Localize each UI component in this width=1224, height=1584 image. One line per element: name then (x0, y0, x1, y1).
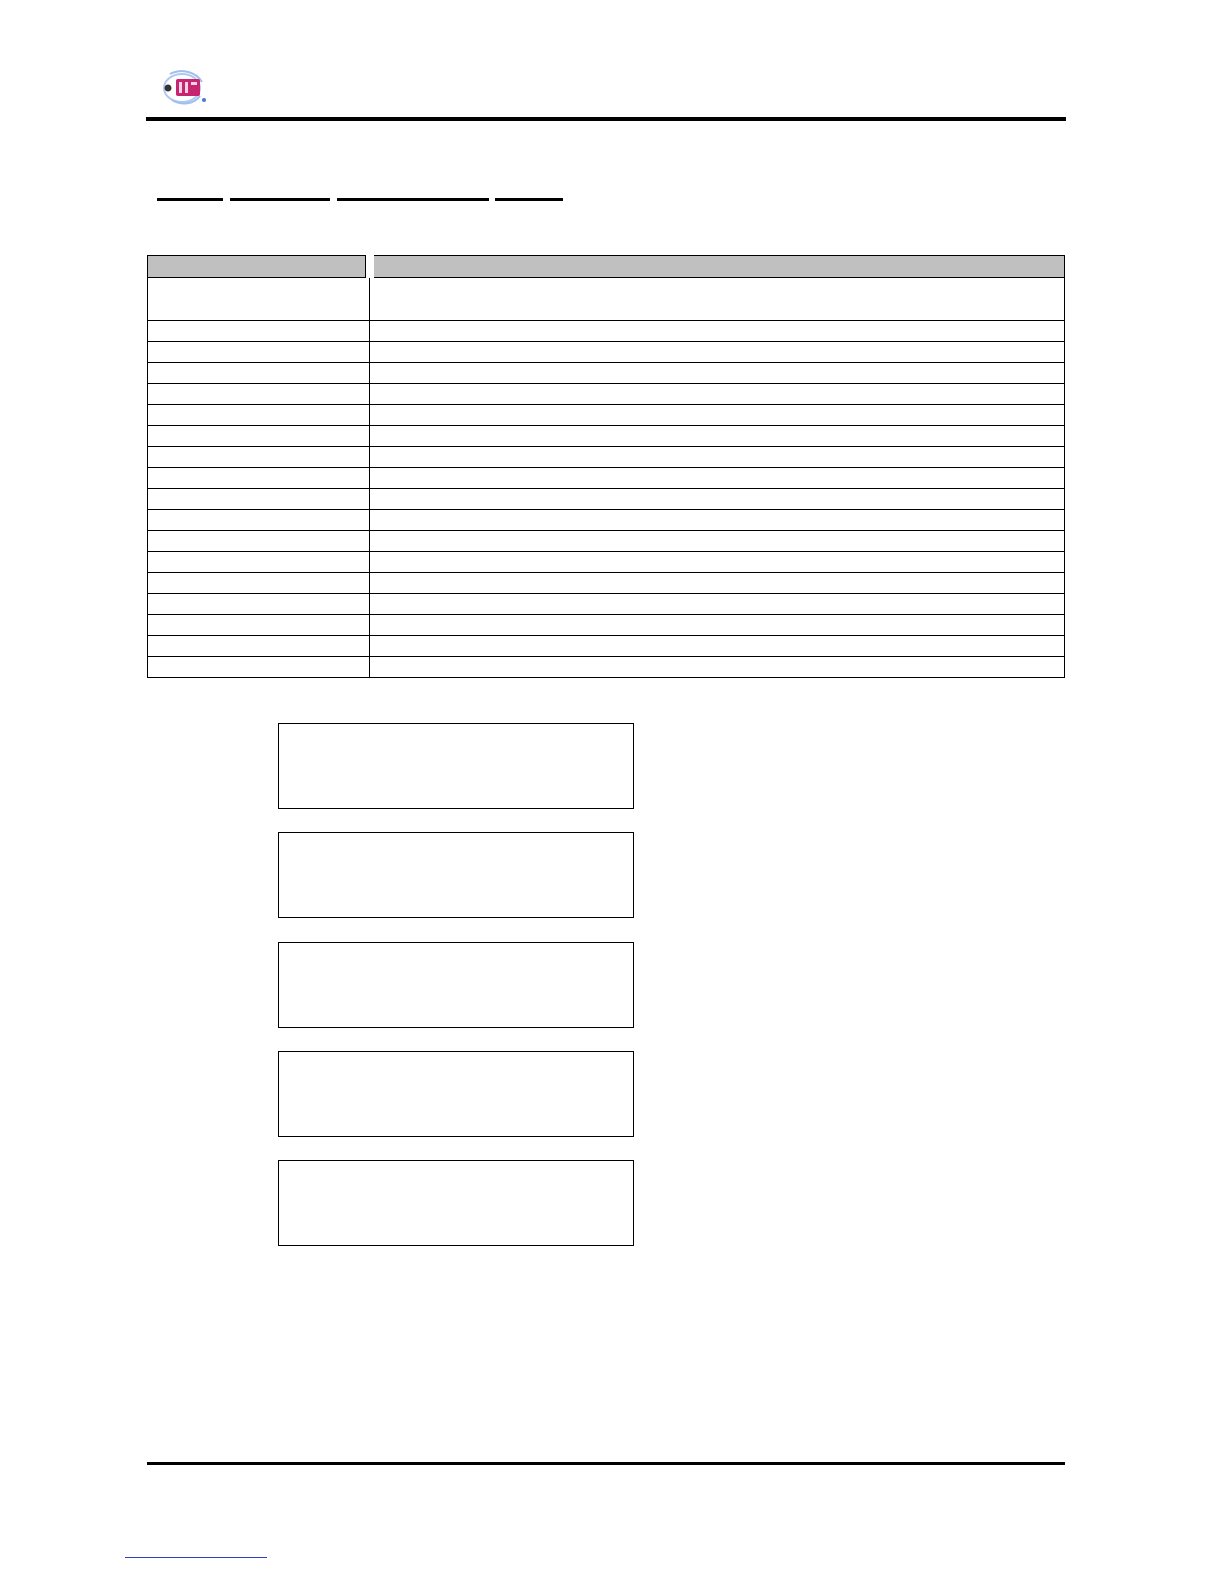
table-row (148, 552, 1065, 573)
table-cell (148, 363, 370, 384)
table-row (148, 594, 1065, 615)
table-cell (370, 447, 1065, 468)
table-cell (370, 321, 1065, 342)
table-cell (370, 615, 1065, 636)
text-box (278, 1160, 634, 1246)
table-cell (148, 278, 370, 321)
table-cell (148, 321, 370, 342)
table-cell (370, 384, 1065, 405)
column-header (148, 256, 370, 278)
footer-link[interactable] (125, 1557, 267, 1558)
logo-icon (160, 66, 212, 108)
table-cell (370, 657, 1065, 678)
table-cell (148, 594, 370, 615)
table-cell (148, 426, 370, 447)
data-table (147, 255, 1065, 678)
section-title (157, 198, 577, 202)
table-cell (370, 594, 1065, 615)
table-row (148, 321, 1065, 342)
table-cell (370, 405, 1065, 426)
title-word-underline (230, 198, 330, 201)
table-row (148, 489, 1065, 510)
table-row (148, 573, 1065, 594)
table-cell (370, 342, 1065, 363)
table-row (148, 447, 1065, 468)
table-row (148, 615, 1065, 636)
table-cell (148, 489, 370, 510)
table-cell (148, 384, 370, 405)
text-box (278, 942, 634, 1028)
text-box (278, 723, 634, 809)
title-word-underline (495, 198, 563, 201)
header-rule (146, 117, 1066, 121)
table-cell (148, 615, 370, 636)
table-cell (370, 573, 1065, 594)
table-row (148, 384, 1065, 405)
table-cell (370, 531, 1065, 552)
table-cell (148, 573, 370, 594)
table-cell (370, 489, 1065, 510)
table-row (148, 510, 1065, 531)
title-word-underline (337, 198, 489, 201)
table-row (148, 363, 1065, 384)
title-word-underline (157, 198, 223, 201)
table-cell (370, 426, 1065, 447)
table-cell (370, 468, 1065, 489)
table-row (148, 405, 1065, 426)
table-cell (370, 552, 1065, 573)
table-cell (370, 278, 1065, 321)
table-row (148, 342, 1065, 363)
table-cell (370, 510, 1065, 531)
text-box (278, 1051, 634, 1137)
table-row (148, 531, 1065, 552)
table-cell (148, 510, 370, 531)
table-cell (370, 363, 1065, 384)
table-cell (148, 657, 370, 678)
table-row (148, 468, 1065, 489)
table-row (148, 426, 1065, 447)
table-cell (148, 552, 370, 573)
table-row (148, 278, 1065, 321)
table-cell (370, 636, 1065, 657)
footer-rule (147, 1462, 1065, 1465)
table-cell (148, 468, 370, 489)
text-box (278, 832, 634, 918)
table-row (148, 636, 1065, 657)
table-cell (148, 342, 370, 363)
column-header (370, 256, 1065, 278)
table-cell (148, 636, 370, 657)
table-header-row (148, 256, 1065, 278)
table-cell (148, 447, 370, 468)
table-row (148, 657, 1065, 678)
table-cell (148, 531, 370, 552)
table-cell (148, 405, 370, 426)
